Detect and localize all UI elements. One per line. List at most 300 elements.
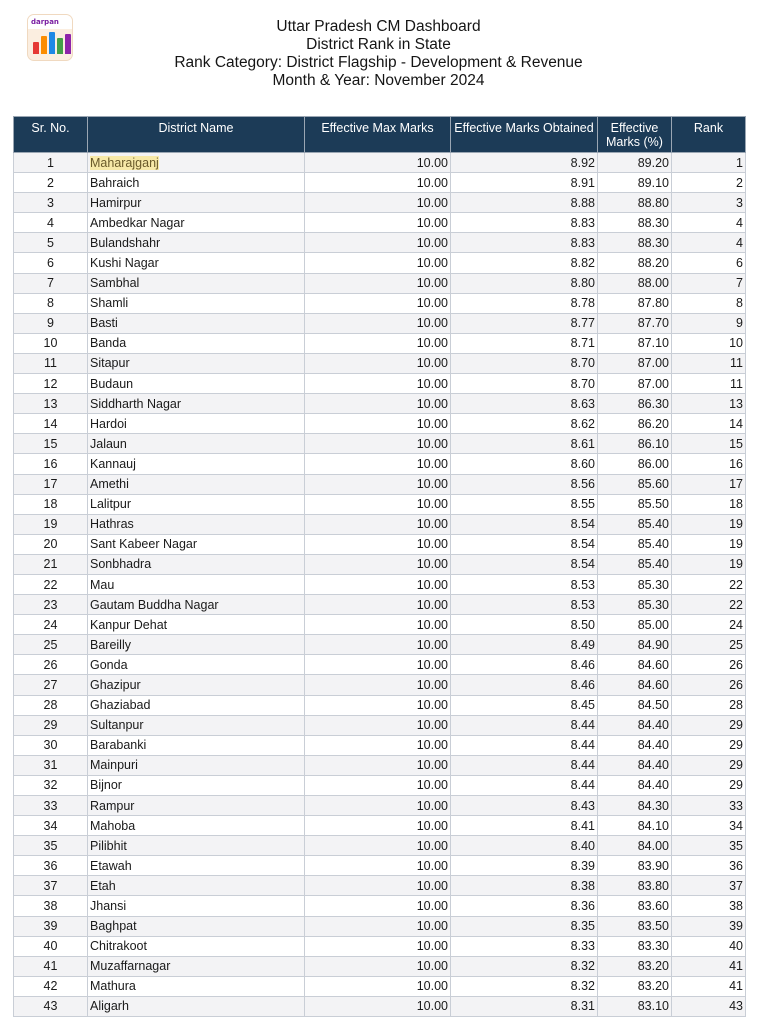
marks-obtained-cell: 8.62 — [451, 414, 598, 434]
district-name-cell: Hamirpur — [88, 193, 305, 213]
marks-percent-cell: 83.20 — [598, 956, 672, 976]
table-row — [14, 233, 746, 253]
sr-no-cell: 26 — [14, 655, 88, 675]
marks-percent-cell: 84.30 — [598, 796, 672, 816]
rank-cell: 19 — [672, 554, 746, 574]
sr-no-cell: 31 — [14, 755, 88, 775]
marks-obtained-cell: 8.31 — [451, 996, 598, 1016]
marks-percent-cell: 83.60 — [598, 896, 672, 916]
marks-percent-cell: 87.80 — [598, 293, 672, 313]
sr-no-cell: 29 — [14, 715, 88, 735]
table-row — [14, 353, 746, 373]
max-marks-cell: 10.00 — [305, 474, 451, 494]
col-header-district-name[interactable]: District Name — [88, 117, 305, 153]
district-name-cell: Bareilly — [88, 635, 305, 655]
marks-percent-cell: 83.80 — [598, 876, 672, 896]
rank-cell: 26 — [672, 675, 746, 695]
district-name-cell — [88, 153, 305, 173]
marks-obtained-cell: 8.38 — [451, 876, 598, 896]
col-header-marks-obtained[interactable]: Effective Marks Obtained — [451, 117, 598, 153]
sr-no-cell: 42 — [14, 976, 88, 996]
district-name-cell: Mainpuri — [88, 755, 305, 775]
marks-obtained-cell: 8.35 — [451, 916, 598, 936]
sr-no-cell: 20 — [14, 534, 88, 554]
max-marks-cell: 10.00 — [305, 595, 451, 615]
marks-percent-cell: 83.50 — [598, 916, 672, 936]
sr-no-cell: 3 — [14, 193, 88, 213]
marks-percent-cell: 84.40 — [598, 775, 672, 795]
district-name-cell: Sitapur — [88, 353, 305, 373]
marks-obtained-cell: 8.91 — [451, 173, 598, 193]
table-row — [14, 775, 746, 795]
district-rank-table — [13, 116, 746, 1017]
district-name-cell: Muzaffarnagar — [88, 956, 305, 976]
sr-no-cell: 36 — [14, 856, 88, 876]
rank-cell: 2 — [672, 173, 746, 193]
marks-obtained-cell: 8.63 — [451, 394, 598, 414]
table-row — [14, 996, 746, 1016]
rank-cell: 29 — [672, 755, 746, 775]
sr-no-cell: 28 — [14, 695, 88, 715]
district-name-cell: Bijnor — [88, 775, 305, 795]
marks-obtained-cell: 8.55 — [451, 494, 598, 514]
sr-no-cell: 34 — [14, 816, 88, 836]
sr-no-cell: 43 — [14, 996, 88, 1016]
district-name-cell: Mahoba — [88, 816, 305, 836]
table-row — [14, 293, 746, 313]
rank-cell: 4 — [672, 233, 746, 253]
marks-percent-cell: 86.20 — [598, 414, 672, 434]
marks-obtained-cell: 8.41 — [451, 816, 598, 836]
district-name-cell: Etawah — [88, 856, 305, 876]
marks-percent-cell: 84.40 — [598, 715, 672, 735]
max-marks-cell: 10.00 — [305, 715, 451, 735]
rank-cell: 29 — [672, 775, 746, 795]
marks-obtained-cell: 8.43 — [451, 796, 598, 816]
max-marks-cell: 10.00 — [305, 755, 451, 775]
district-name-cell: Gonda — [88, 655, 305, 675]
max-marks-cell: 10.00 — [305, 735, 451, 755]
district-name-cell: Aligarh — [88, 996, 305, 1016]
district-name-cell: Sambhal — [88, 273, 305, 293]
rank-cell: 38 — [672, 896, 746, 916]
rank-cell: 40 — [672, 936, 746, 956]
marks-percent-cell: 84.00 — [598, 836, 672, 856]
table-row — [14, 173, 746, 193]
rank-cell: 9 — [672, 313, 746, 333]
sr-no-cell: 6 — [14, 253, 88, 273]
rank-cell: 16 — [672, 454, 746, 474]
marks-obtained-cell: 8.70 — [451, 353, 598, 373]
max-marks-cell: 10.00 — [305, 936, 451, 956]
sr-no-cell: 16 — [14, 454, 88, 474]
sr-no-cell: 13 — [14, 394, 88, 414]
rank-cell: 19 — [672, 534, 746, 554]
marks-obtained-cell: 8.46 — [451, 655, 598, 675]
marks-percent-cell: 87.00 — [598, 353, 672, 373]
marks-percent-cell: 86.10 — [598, 434, 672, 454]
max-marks-cell: 10.00 — [305, 896, 451, 916]
table-row — [14, 735, 746, 755]
marks-obtained-cell: 8.92 — [451, 153, 598, 173]
rank-cell: 1 — [672, 153, 746, 173]
district-name-cell: Ghazipur — [88, 675, 305, 695]
month-year: Month & Year: November 2024 — [272, 72, 485, 89]
dashboard-title: Uttar Pradesh CM Dashboard — [276, 18, 481, 35]
sr-no-cell: 25 — [14, 635, 88, 655]
rank-cell: 35 — [672, 836, 746, 856]
sr-no-cell: 33 — [14, 796, 88, 816]
report-header — [0, 18, 757, 90]
max-marks-cell: 10.00 — [305, 996, 451, 1016]
sr-no-cell: 17 — [14, 474, 88, 494]
district-name-cell: Kannauj — [88, 454, 305, 474]
marks-percent-cell: 86.30 — [598, 394, 672, 414]
rank-cell: 37 — [672, 876, 746, 896]
rank-cell: 15 — [672, 434, 746, 454]
district-name-cell: Siddharth Nagar — [88, 394, 305, 414]
rank-cell: 28 — [672, 695, 746, 715]
marks-obtained-cell: 8.77 — [451, 313, 598, 333]
rank-cell: 26 — [672, 655, 746, 675]
table-row — [14, 414, 746, 434]
marks-obtained-cell: 8.49 — [451, 635, 598, 655]
col-header-rank[interactable]: Rank — [672, 117, 746, 153]
marks-obtained-cell: 8.53 — [451, 574, 598, 594]
table-row — [14, 153, 746, 173]
col-header-sr-no[interactable]: Sr. No. — [14, 117, 88, 153]
sr-no-cell: 5 — [14, 233, 88, 253]
district-name-cell: Etah — [88, 876, 305, 896]
marks-percent-cell: 85.30 — [598, 574, 672, 594]
max-marks-cell: 10.00 — [305, 675, 451, 695]
table-row — [14, 333, 746, 353]
max-marks-cell: 10.00 — [305, 655, 451, 675]
table-row — [14, 615, 746, 635]
district-name-cell: Shamli — [88, 293, 305, 313]
marks-percent-cell: 85.30 — [598, 595, 672, 615]
marks-percent-cell: 88.30 — [598, 213, 672, 233]
table-row — [14, 374, 746, 394]
max-marks-cell: 10.00 — [305, 313, 451, 333]
table-row — [14, 554, 746, 574]
marks-obtained-cell: 8.83 — [451, 213, 598, 233]
rank-cell: 36 — [672, 856, 746, 876]
table-row — [14, 313, 746, 333]
sr-no-cell: 40 — [14, 936, 88, 956]
table-row — [14, 816, 746, 836]
rank-cell: 34 — [672, 816, 746, 836]
marks-percent-cell: 85.60 — [598, 474, 672, 494]
sr-no-cell: 11 — [14, 353, 88, 373]
sr-no-cell: 32 — [14, 775, 88, 795]
rank-cell: 4 — [672, 213, 746, 233]
rank-cell: 10 — [672, 333, 746, 353]
table-row — [14, 193, 746, 213]
max-marks-cell: 10.00 — [305, 695, 451, 715]
district-name-cell: Kanpur Dehat — [88, 615, 305, 635]
max-marks-cell: 10.00 — [305, 333, 451, 353]
sr-no-cell: 1 — [14, 153, 88, 173]
marks-obtained-cell: 8.50 — [451, 615, 598, 635]
rank-cell: 6 — [672, 253, 746, 273]
district-name-cell: Mau — [88, 574, 305, 594]
table-row — [14, 574, 746, 594]
marks-percent-cell: 85.50 — [598, 494, 672, 514]
marks-obtained-cell: 8.44 — [451, 735, 598, 755]
rank-cell: 43 — [672, 996, 746, 1016]
district-name-cell: Bulandshahr — [88, 233, 305, 253]
rank-cell: 7 — [672, 273, 746, 293]
rank-cell: 29 — [672, 735, 746, 755]
marks-percent-cell: 88.30 — [598, 233, 672, 253]
max-marks-cell: 10.00 — [305, 153, 451, 173]
table-row — [14, 253, 746, 273]
max-marks-cell: 10.00 — [305, 976, 451, 996]
table-row — [14, 916, 746, 936]
sr-no-cell: 8 — [14, 293, 88, 313]
rank-cell: 3 — [672, 193, 746, 213]
marks-obtained-cell: 8.61 — [451, 434, 598, 454]
max-marks-cell: 10.00 — [305, 353, 451, 373]
rank-cell: 11 — [672, 374, 746, 394]
marks-obtained-cell: 8.39 — [451, 856, 598, 876]
district-name-cell: Lalitpur — [88, 494, 305, 514]
marks-obtained-cell: 8.36 — [451, 896, 598, 916]
sr-no-cell: 15 — [14, 434, 88, 454]
rank-cell: 14 — [672, 414, 746, 434]
table-row — [14, 715, 746, 735]
sr-no-cell: 14 — [14, 414, 88, 434]
marks-percent-cell: 85.00 — [598, 615, 672, 635]
sr-no-cell: 24 — [14, 615, 88, 635]
district-name-cell: Gautam Buddha Nagar — [88, 595, 305, 615]
marks-obtained-cell: 8.40 — [451, 836, 598, 856]
marks-percent-cell: 89.20 — [598, 153, 672, 173]
max-marks-cell: 10.00 — [305, 534, 451, 554]
marks-obtained-cell: 8.70 — [451, 374, 598, 394]
marks-obtained-cell: 8.83 — [451, 233, 598, 253]
marks-obtained-cell: 8.32 — [451, 956, 598, 976]
marks-percent-cell: 88.00 — [598, 273, 672, 293]
sr-no-cell: 22 — [14, 574, 88, 594]
district-name-cell: Rampur — [88, 796, 305, 816]
rank-cell: 22 — [672, 595, 746, 615]
marks-obtained-cell: 8.32 — [451, 976, 598, 996]
district-name-cell: Sant Kabeer Nagar — [88, 534, 305, 554]
marks-percent-cell: 85.40 — [598, 534, 672, 554]
district-name-cell: Ghaziabad — [88, 695, 305, 715]
sr-no-cell: 10 — [14, 333, 88, 353]
marks-obtained-cell: 8.45 — [451, 695, 598, 715]
marks-percent-cell: 89.10 — [598, 173, 672, 193]
max-marks-cell: 10.00 — [305, 956, 451, 976]
district-name-cell: Bahraich — [88, 173, 305, 193]
table-row — [14, 755, 746, 775]
district-name-cell: Budaun — [88, 374, 305, 394]
marks-percent-cell: 84.90 — [598, 635, 672, 655]
marks-obtained-cell: 8.88 — [451, 193, 598, 213]
table-row — [14, 514, 746, 534]
col-header-max-marks[interactable]: Effective Max Marks — [305, 117, 451, 153]
rank-cell: 22 — [672, 574, 746, 594]
logo-brand-text: darpan — [31, 18, 59, 26]
rank-cell: 24 — [672, 615, 746, 635]
marks-obtained-cell: 8.44 — [451, 775, 598, 795]
rank-cell: 8 — [672, 293, 746, 313]
district-name-cell: Ambedkar Nagar — [88, 213, 305, 233]
table-row — [14, 856, 746, 876]
table-row — [14, 273, 746, 293]
marks-obtained-cell: 8.82 — [451, 253, 598, 273]
marks-obtained-cell: 8.71 — [451, 333, 598, 353]
marks-percent-cell: 87.10 — [598, 333, 672, 353]
marks-percent-cell: 87.70 — [598, 313, 672, 333]
max-marks-cell: 10.00 — [305, 615, 451, 635]
table-row — [14, 796, 746, 816]
marks-obtained-cell: 8.33 — [451, 936, 598, 956]
sr-no-cell: 18 — [14, 494, 88, 514]
max-marks-cell: 10.00 — [305, 876, 451, 896]
sr-no-cell: 41 — [14, 956, 88, 976]
sr-no-cell: 7 — [14, 273, 88, 293]
district-name-cell: Jalaun — [88, 434, 305, 454]
max-marks-cell: 10.00 — [305, 233, 451, 253]
max-marks-cell: 10.00 — [305, 213, 451, 233]
district-name-cell: Hardoi — [88, 414, 305, 434]
rank-cell: 13 — [672, 394, 746, 414]
max-marks-cell: 10.00 — [305, 454, 451, 474]
sr-no-cell: 27 — [14, 675, 88, 695]
table-row — [14, 836, 746, 856]
marks-percent-cell: 84.40 — [598, 735, 672, 755]
marks-obtained-cell: 8.54 — [451, 514, 598, 534]
max-marks-cell: 10.00 — [305, 916, 451, 936]
table-row — [14, 655, 746, 675]
sr-no-cell: 9 — [14, 313, 88, 333]
marks-obtained-cell: 8.44 — [451, 715, 598, 735]
rank-cell: 11 — [672, 353, 746, 373]
rank-category: Rank Category: District Flagship - Development & Revenue — [174, 54, 583, 71]
max-marks-cell: 10.00 — [305, 414, 451, 434]
marks-obtained-cell: 8.44 — [451, 755, 598, 775]
rank-cell: 41 — [672, 976, 746, 996]
rank-cell: 19 — [672, 514, 746, 534]
table-row — [14, 635, 746, 655]
marks-percent-cell: 87.00 — [598, 374, 672, 394]
marks-obtained-cell: 8.78 — [451, 293, 598, 313]
max-marks-cell: 10.00 — [305, 574, 451, 594]
marks-percent-cell: 88.80 — [598, 193, 672, 213]
table-row — [14, 976, 746, 996]
marks-percent-cell: 84.60 — [598, 675, 672, 695]
rank-cell: 39 — [672, 916, 746, 936]
table-row — [14, 936, 746, 956]
marks-percent-cell: 84.50 — [598, 695, 672, 715]
rank-cell: 41 — [672, 956, 746, 976]
district-name-cell: Pilibhit — [88, 836, 305, 856]
rank-cell: 33 — [672, 796, 746, 816]
max-marks-cell: 10.00 — [305, 816, 451, 836]
rank-cell: 25 — [672, 635, 746, 655]
sr-no-cell: 37 — [14, 876, 88, 896]
table-row — [14, 956, 746, 976]
marks-percent-cell: 85.40 — [598, 514, 672, 534]
table-row — [14, 494, 746, 514]
sr-no-cell: 21 — [14, 554, 88, 574]
max-marks-cell: 10.00 — [305, 394, 451, 414]
marks-obtained-cell: 8.53 — [451, 595, 598, 615]
marks-obtained-cell: 8.46 — [451, 675, 598, 695]
district-name-cell: Amethi — [88, 474, 305, 494]
max-marks-cell: 10.00 — [305, 856, 451, 876]
col-header-marks-percent[interactable]: Effective Marks (%) — [598, 117, 672, 153]
district-name-cell: Barabanki — [88, 735, 305, 755]
max-marks-cell: 10.00 — [305, 434, 451, 454]
table-row — [14, 213, 746, 233]
max-marks-cell: 10.00 — [305, 635, 451, 655]
table-row — [14, 876, 746, 896]
marks-percent-cell: 84.10 — [598, 816, 672, 836]
max-marks-cell: 10.00 — [305, 796, 451, 816]
district-name-cell: Mathura — [88, 976, 305, 996]
district-name-cell: Basti — [88, 313, 305, 333]
district-name-cell: Hathras — [88, 514, 305, 534]
max-marks-cell: 10.00 — [305, 293, 451, 313]
marks-percent-cell: 84.60 — [598, 655, 672, 675]
max-marks-cell: 10.00 — [305, 494, 451, 514]
max-marks-cell: 10.00 — [305, 554, 451, 574]
rank-cell: 17 — [672, 474, 746, 494]
sr-no-cell: 19 — [14, 514, 88, 534]
marks-percent-cell: 83.90 — [598, 856, 672, 876]
max-marks-cell: 10.00 — [305, 514, 451, 534]
table-row — [14, 695, 746, 715]
sr-no-cell: 35 — [14, 836, 88, 856]
table-header-row — [14, 117, 746, 153]
rank-cell: 18 — [672, 494, 746, 514]
sr-no-cell: 2 — [14, 173, 88, 193]
highlighted-district-name: Maharajganj — [90, 155, 159, 170]
sr-no-cell: 30 — [14, 735, 88, 755]
marks-percent-cell: 83.10 — [598, 996, 672, 1016]
marks-percent-cell: 86.00 — [598, 454, 672, 474]
table-row — [14, 595, 746, 615]
max-marks-cell: 10.00 — [305, 836, 451, 856]
marks-percent-cell: 83.30 — [598, 936, 672, 956]
sr-no-cell: 38 — [14, 896, 88, 916]
table-row — [14, 896, 746, 916]
table-row — [14, 454, 746, 474]
max-marks-cell: 10.00 — [305, 273, 451, 293]
district-name-cell: Chitrakoot — [88, 936, 305, 956]
marks-percent-cell: 85.40 — [598, 554, 672, 574]
marks-obtained-cell: 8.60 — [451, 454, 598, 474]
table-row — [14, 394, 746, 414]
marks-percent-cell: 88.20 — [598, 253, 672, 273]
marks-percent-cell: 84.40 — [598, 755, 672, 775]
marks-obtained-cell: 8.56 — [451, 474, 598, 494]
table-row — [14, 434, 746, 454]
marks-percent-cell: 83.20 — [598, 976, 672, 996]
report-subtitle: District Rank in State — [306, 36, 451, 53]
marks-obtained-cell: 8.80 — [451, 273, 598, 293]
table-row — [14, 675, 746, 695]
district-name-cell: Sultanpur — [88, 715, 305, 735]
marks-obtained-cell: 8.54 — [451, 534, 598, 554]
sr-no-cell: 39 — [14, 916, 88, 936]
district-name-cell: Banda — [88, 333, 305, 353]
